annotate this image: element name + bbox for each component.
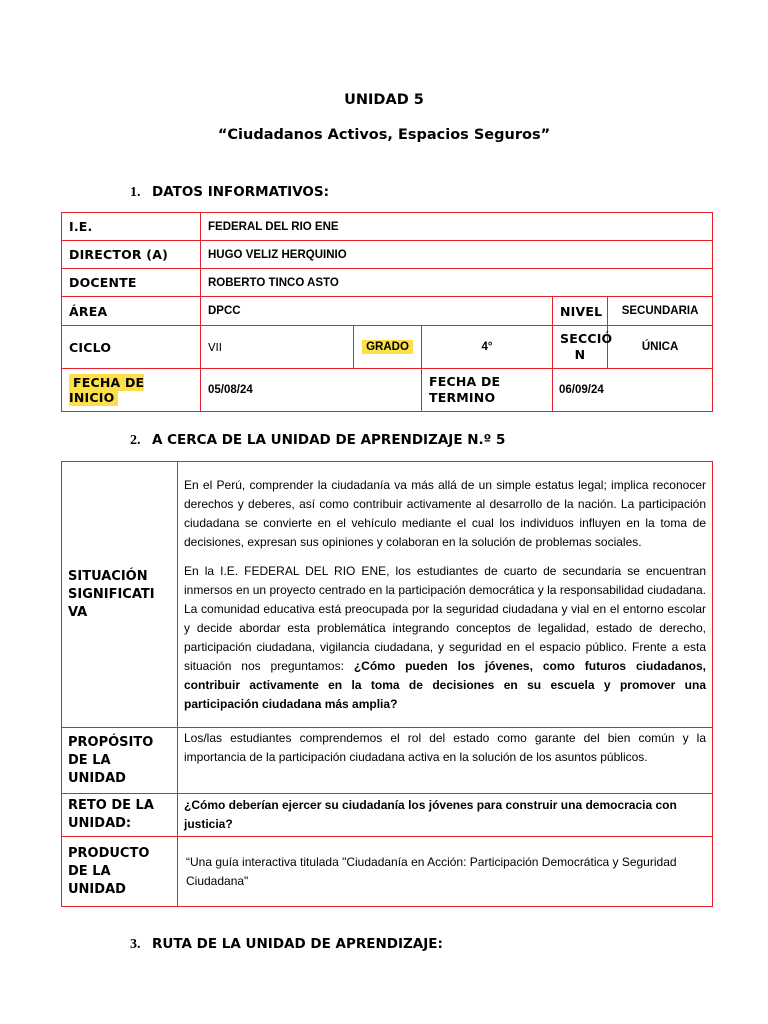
- situacion-label-line-1: SITUACIÓN: [68, 568, 148, 584]
- docente-value: ROBERTO TINCO ASTO: [201, 269, 713, 297]
- seccion-label-line-2: N: [574, 347, 586, 362]
- section-1-number: 1.: [130, 185, 141, 200]
- docente-label: DOCENTE: [62, 269, 201, 297]
- grado-value: 4°: [422, 326, 553, 369]
- ie-label: I.E.: [62, 213, 201, 241]
- reto-label-line-1: RETO DE LA: [68, 798, 154, 813]
- ciclo-value: VII: [201, 326, 354, 369]
- table-row: [62, 297, 713, 326]
- proposito-label: [62, 728, 178, 794]
- table-row: [62, 241, 713, 269]
- reto-label: [62, 794, 178, 837]
- situacion-label-line-2: SIGNIFICATI: [68, 586, 155, 602]
- table-row: [62, 369, 713, 412]
- section-1-title: DATOS INFORMATIVOS:: [152, 184, 330, 200]
- table-row: [62, 462, 713, 728]
- table-row: [62, 269, 713, 297]
- section-2-number: 2.: [130, 433, 141, 448]
- section-3-title: RUTA DE LA UNIDAD DE APRENDIZAJE:: [152, 936, 443, 952]
- situacion-paragraph-2: [184, 562, 706, 714]
- fecha-inicio-value: 05/08/24: [201, 369, 422, 412]
- nivel-value: SECUNDARIA: [608, 297, 713, 326]
- area-label: ÁREA: [62, 297, 201, 326]
- ie-value: FEDERAL DEL RIO ENE: [201, 213, 713, 241]
- producto-label-line-2: DE LA: [68, 863, 111, 879]
- section-3-number: 3.: [130, 937, 141, 952]
- table-row: [62, 728, 713, 794]
- grado-label-cell: [354, 326, 422, 369]
- producto-label-line-3: UNIDAD: [68, 881, 126, 897]
- situacion-label-line-3: VA: [68, 604, 88, 620]
- proposito-label-line-2: DE LA: [68, 752, 111, 768]
- fecha-termino-label-line-2: TERMINO: [429, 390, 496, 405]
- nivel-label: NIVEL: [553, 297, 608, 326]
- grado-label: GRADO: [362, 340, 413, 354]
- table-row: [62, 213, 713, 241]
- fecha-termino-value: 06/09/24: [553, 369, 713, 412]
- table-row: [62, 794, 713, 837]
- seccion-label: [553, 326, 613, 369]
- situacion-text: [178, 462, 713, 728]
- table-row: [62, 837, 713, 907]
- situacion-paragraph-1: En el Perú, comprender la ciudadanía va más allá de un simple estatus legal; implica reconocer derechos y deberes, así como contribuir activamente al desarrollo de la nación. La participación ciudadana se convierte en el vehículo mediante el cual los individuos influyen en la toma de decisiones, expresan sus opiniones y colaboran en la solución de problemas sociales.: [184, 477, 706, 549]
- table-row: [62, 326, 713, 369]
- reto-text: ¿Cómo deberían ejercer su ciudadanía los jóvenes para construir una democracia con justicia?: [178, 794, 713, 837]
- area-value: DPCC: [201, 297, 553, 326]
- proposito-text: Los/las estudiantes comprendemos el rol del estado como garante del bien común y la importancia de la participación ciudadana activa en la solución de los asuntos públicos.: [178, 728, 713, 794]
- situacion-paragraph-2-text: En la I.E. FEDERAL DEL RIO ENE, los estudiantes de cuarto de secundaria se encuentran inmersos en un proyecto centrado en la participación democrática y la responsabilidad ciudadana. La comunidad educativa está preocupada por la seguridad ciudadana y vial en el entorno escolar y decide abordar esta problemática integrando conceptos de legalidad, estado de derecho, participación ciudadana, vigilancia ciudadana, y seguridad en el espacio público. Frente a esta situación nos preguntamos:: [184, 563, 706, 673]
- unit-title: UNIDAD 5: [344, 92, 424, 108]
- producto-label-line-1: PRODUCTO: [68, 845, 150, 861]
- section-3-heading: [130, 936, 443, 953]
- seccion-value: ÚNICA: [608, 326, 713, 369]
- unidad-aprendizaje-table: [61, 461, 713, 907]
- section-2-title: A CERCA DE LA UNIDAD DE APRENDIZAJE N.º 5: [152, 432, 506, 448]
- fecha-termino-label: [422, 369, 553, 412]
- unit-subtitle: “Ciudadanos Activos, Espacios Seguros”: [217, 127, 551, 143]
- proposito-label-line-3: UNIDAD: [68, 770, 126, 786]
- datos-informativos-table: [61, 212, 713, 412]
- ciclo-label: CICLO: [62, 326, 201, 369]
- section-1-heading: [130, 184, 329, 201]
- director-value: HUGO VELIZ HERQUINIO: [201, 241, 713, 269]
- situacion-label: [62, 462, 178, 728]
- fecha-termino-label-line-1: FECHA DE: [429, 374, 501, 389]
- fecha-inicio-label: FECHA DE INICIO: [69, 375, 145, 405]
- producto-label: [62, 837, 178, 907]
- seccion-label-line-1: SECCIÓ: [560, 331, 613, 346]
- situacion-question: ¿Cómo pueden los jóvenes, como futuros ciudadanos, contribuir activamente en la toma de decisiones en su escuela y promover una participación ciudadana más amplia?: [184, 658, 706, 711]
- fecha-inicio-label-cell: [62, 369, 201, 412]
- proposito-label-line-1: PROPÓSITO: [68, 734, 154, 750]
- director-label: DIRECTOR (A): [62, 241, 201, 269]
- producto-text: “Una guía interactiva titulada "Ciudadanía en Acción: Participación Democrática y Seguridad Ciudadana": [178, 837, 713, 907]
- section-2-heading: [130, 432, 505, 449]
- reto-label-line-2: UNIDAD:: [68, 816, 132, 831]
